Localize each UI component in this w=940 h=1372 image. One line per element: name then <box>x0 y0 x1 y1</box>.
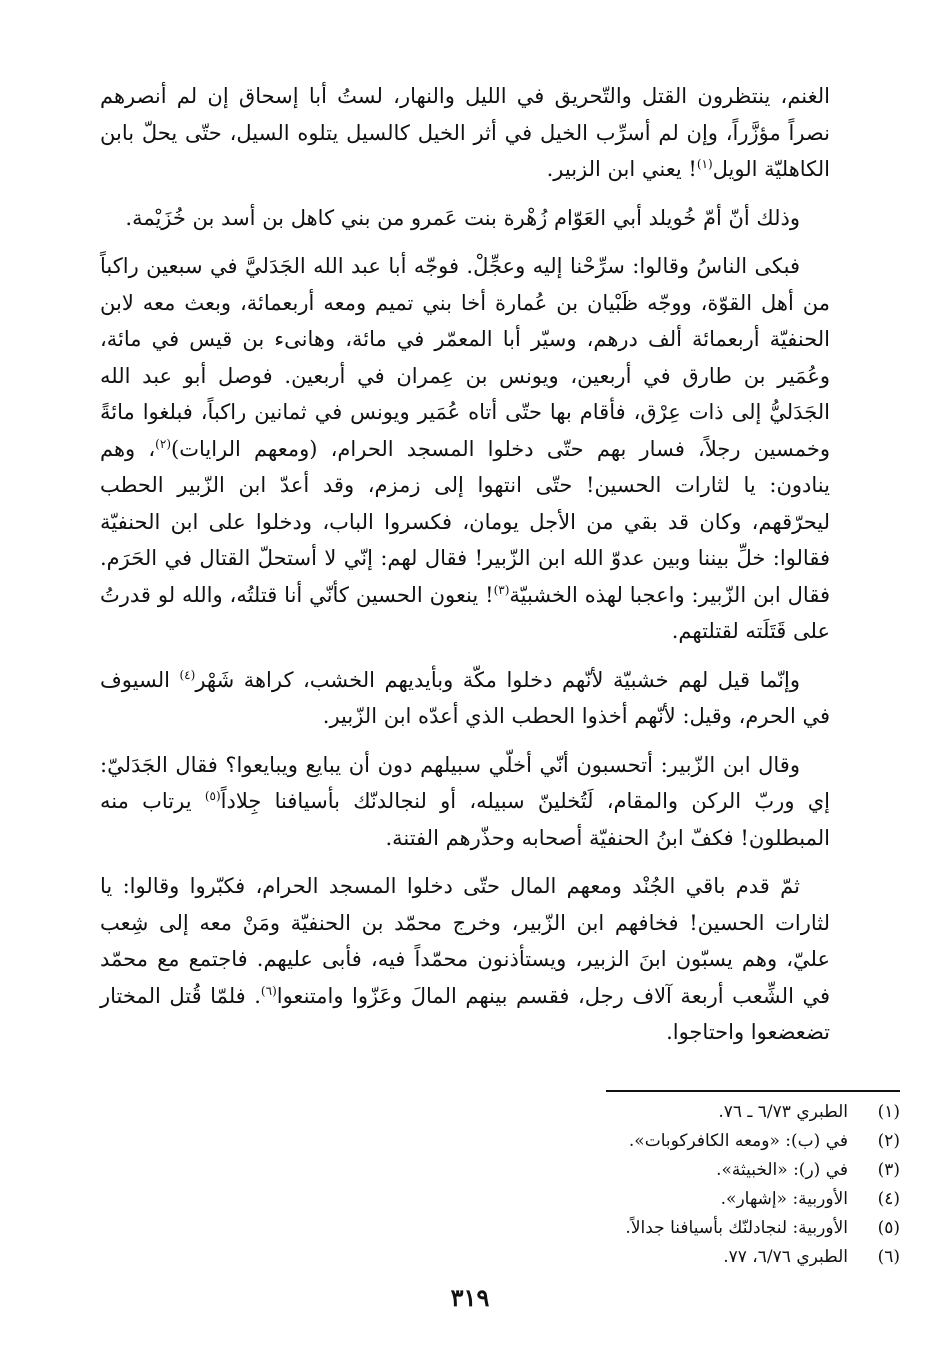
footnote-number: (١) <box>877 1102 900 1122</box>
footnote-text: الطبري ٦/٧٣ ـ ٧٦. <box>718 1102 848 1122</box>
footnote-divider <box>606 1090 900 1092</box>
footnote-text: الأوربية: لنجادلنّك بأسيافنا جدالاً. <box>625 1218 848 1238</box>
paragraph-4: وإنّما قيل لهم خشبيّة لأنّهم دخلوا مكّة وبأيديهم الخشب، كراهة شَهْر$^{(٤)}$ السيوف في الحرم، وقيل: لأنّهم أخذوا الحطب الذي أعدّه ابن الزّبير. <box>100 667 830 728</box>
footnote-ref-5: (٥) <box>204 789 221 803</box>
paragraph-6: ثمّ قدم باقي الجُنْد ومعهم المال حتّى دخلوا المسجد الحرام، فكبّروا وقالوا: يا لثارات الحسين! فخافهم ابن الزّبير، وخرج محمّد بن الحنفيّة ومَنْ معه إلى شِعب عليّ، وهم يسبّون ابنَ الزبير، ويستأذنون محمّداً فيه، فأبى عليهم. فاجتمع مع محمّد في الشِّعب أربعة آلاف رجل، فقسم بينهم المالَ وعَزّوا وامتنعوا$^{(٦)}$. فلمّا قُتل المختار تضعضعوا واحتاجوا. <box>100 874 830 1044</box>
footnote-number: (٤) <box>877 1189 900 1209</box>
paragraph-3: فبكى الناسُ وقالوا: سرِّحْنا إليه وعجِّلْ. فوجّه أبا عبد الله الجَدَليَّ في سبعين راكباً من أهل القوّة، ووجّه ظَبْيان بن عُمارة أخا بني تميم ومعه أربعمائة، وبعث معه لابن الحنفيّة أربعمائة ألف درهم، وسيّر أبا المعمّر في مائة، وهانىء بن قيس في مائة، وعُمَير بن طارق في أربعين، ويونس بن عِمران في أربعين. فوصل أبو عبد الله الجَدَليُّ إلى ذات عِرْق، فأقام بها حتّى أتاه عُمَير ويونس في ثمانين راكباً، فبلغوا مائةً وخمسين رجلاً، فسار بهم حتّى دخلوا المسجد الحرام، (ومعهم الرايات)$^{(٢)}$، وهم ينادون: يا لثارات الحسين! حتّى انتهوا إلى زمزم، وقد أعدّ ابن الزّبير الحطب ليحرّقهم، وكان قد بقي من الأجل يومان، فكسروا الباب، ودخلوا على ابن الحنفيّة فقالوا: خلِّ بيننا وبين عدوّ الله ابن الزّبير! فقال لهم: إنّي لا أستحلّ القتال في الحَرَم. فقال ابن الزّبير: واعجبا لهذه الخشبيّة$^{(٣)}$! ينعون الحسين كأنّي أنا قتلتُه، والله لو قدرتُ على قَتَلَته لقتلتهم. <box>100 254 830 643</box>
footnote-2 <box>520 1127 900 1156</box>
footnote-ref-2: (٢) <box>155 436 171 451</box>
paragraph-1: الغنم، ينتظرون القتل والتّحريق في الليل والنهار، لستُ أبا إسحاق إن لم أنصرهم نصراً مؤزَّراً، وإن لم أسرِّب الخيل في أثر الخيل كالسيل يتلوه السيل، حتّى يحلّ بابن الكاهليّة الويل$^{(١)}$! يعني ابن الزبير. <box>100 84 830 181</box>
footnote-text: في (ر): «الخبيثة». <box>716 1160 848 1180</box>
footnote-3 <box>520 1156 900 1185</box>
paragraph-5: وقال ابن الزّبير: أتحسبون أنّي أخلّي سبيلهم دون أن يبايع ويبايعوا؟ فقال الجَدَليّ: إي وربّ الركن والمقام، لَتُخلينّ سبيله، أو لنجالدنّك بأسيافنا جِلاداً$^{(٥)}$ يرتاب منه المبطلون! فكفّ ابنُ الحنفيّة أصحابه وحذّرهم الفتنة. <box>100 752 830 850</box>
footnote-text: في (ب): «ومعه الكافركوبات». <box>628 1131 848 1151</box>
footnote-number: (٦) <box>877 1247 900 1267</box>
paragraph-2: وذلك أنّ أمّ خُويلد أبي العَوّام زُهْرة بنت عَمرو من بني كاهل بن أسد بن خُزَيْمة. <box>125 205 800 230</box>
footnote-ref-3: (٣) <box>493 582 510 597</box>
footnote-number: (٣) <box>877 1160 900 1180</box>
footnote-1 <box>520 1098 900 1127</box>
footnote-ref-4: (٤) <box>179 667 196 682</box>
footnote-ref-1: (١) <box>696 157 713 171</box>
footnote-text: الأوربية: «إشهار». <box>720 1189 848 1209</box>
footnotes-list <box>520 1098 900 1272</box>
footnote-number: (٢) <box>877 1131 900 1151</box>
page-number: ٣١٩ <box>450 1283 490 1312</box>
footnote-6 <box>520 1243 900 1272</box>
footnote-number: (٥) <box>877 1218 900 1238</box>
footnote-ref-6: (٦) <box>260 983 277 998</box>
footnote-4 <box>520 1185 900 1214</box>
footnote-5 <box>520 1214 900 1243</box>
main-text <box>100 78 830 1051</box>
footnote-text: الطبري ٦/٧٦، ٧٧. <box>723 1247 848 1267</box>
